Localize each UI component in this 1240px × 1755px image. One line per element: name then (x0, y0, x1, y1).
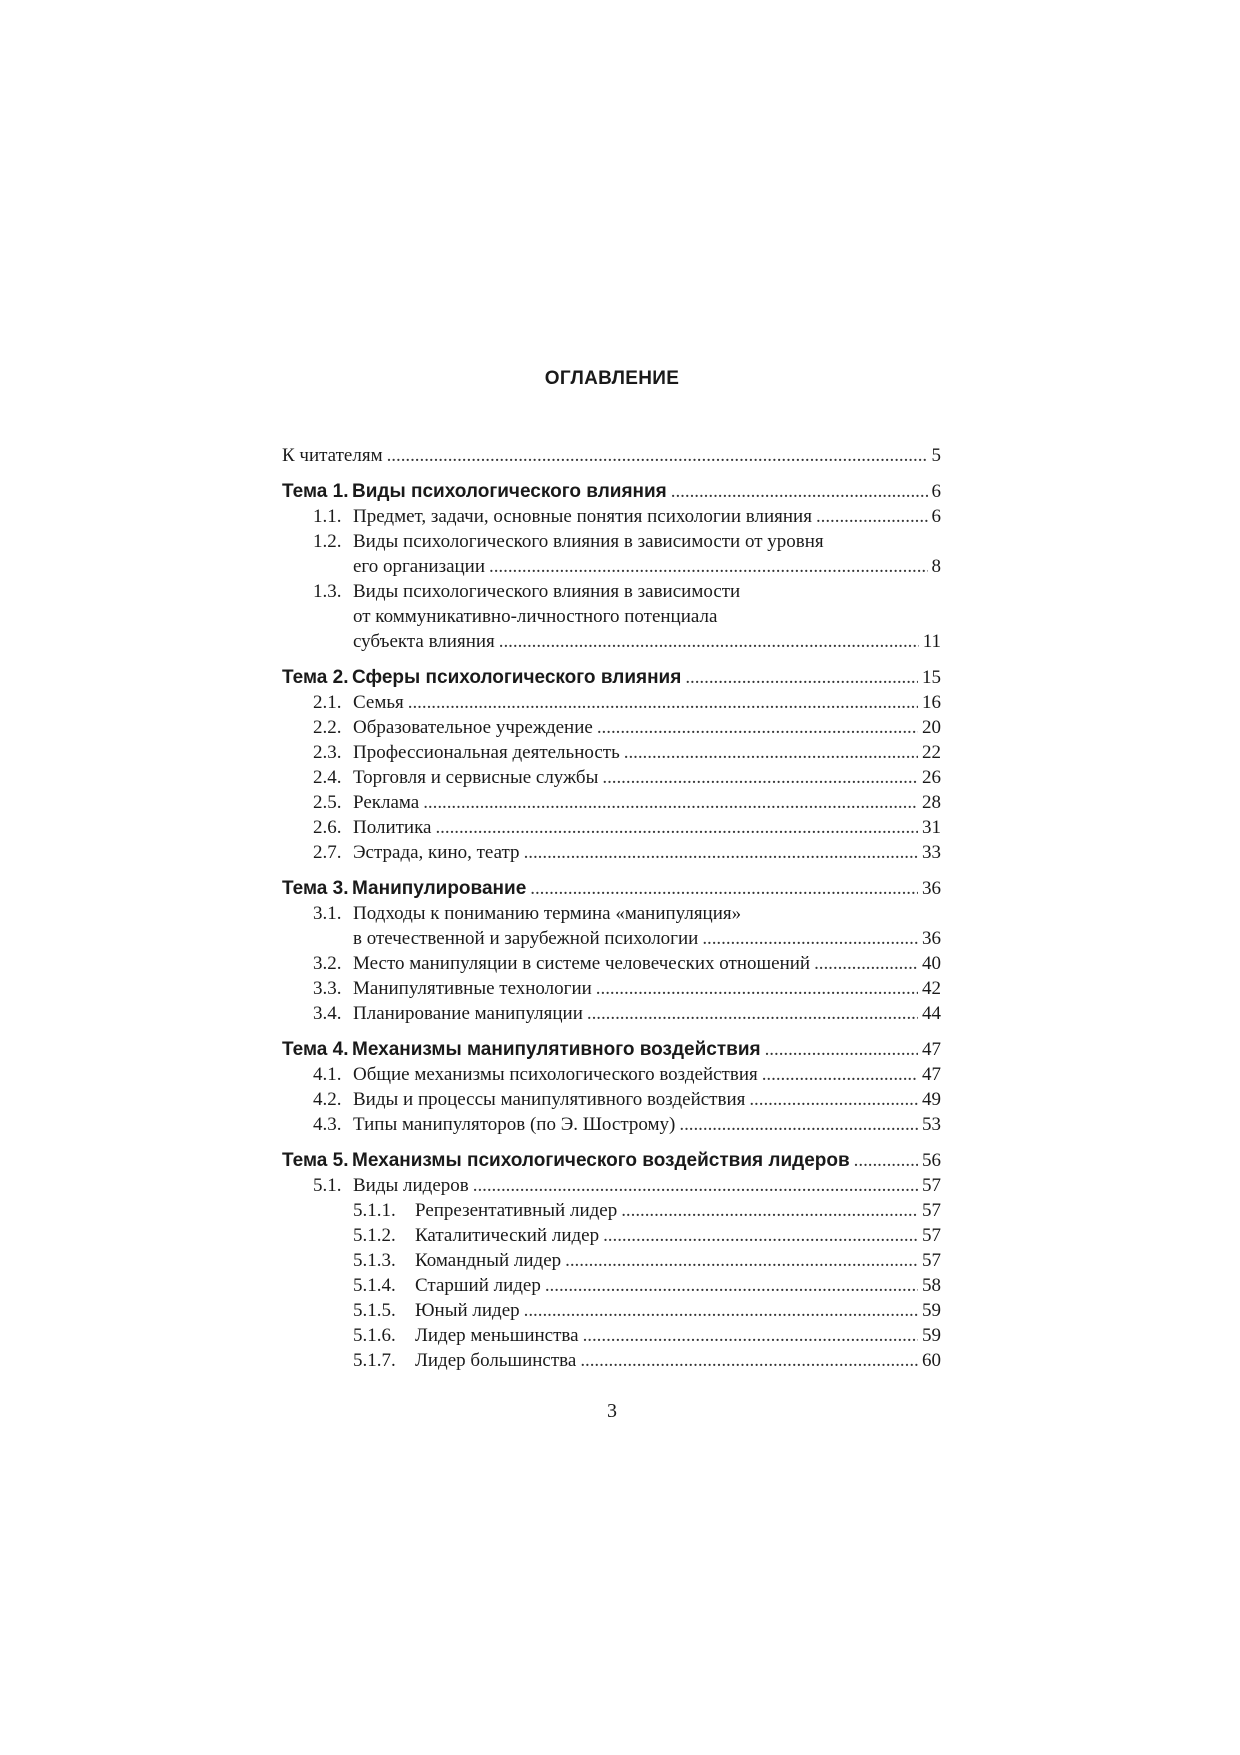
toc-item-2-6[interactable] (282, 815, 941, 840)
toc-entry-page: 60 (922, 1350, 941, 1371)
dot-leader (671, 479, 928, 504)
dot-leader (524, 840, 918, 865)
table-of-contents (282, 443, 941, 1373)
toc-item-number: 2.5. (313, 792, 342, 813)
toc-theme-title: Механизмы психологического воздействия лидеров (352, 1150, 850, 1171)
toc-item-number: 3.4. (313, 1003, 342, 1024)
toc-item-title: Типы манипуляторов (по Э. Шострому) (353, 1114, 676, 1135)
toc-item-1-2-cont[interactable] (282, 554, 941, 579)
toc-item-1-2[interactable] (282, 529, 941, 554)
toc-item-number: 2.4. (313, 767, 342, 788)
dot-leader (423, 790, 918, 815)
toc-item-3-3[interactable] (282, 976, 941, 1001)
toc-entry-page: 40 (922, 953, 941, 974)
toc-item-title-cont: субъекта влияния (353, 631, 495, 652)
dot-leader (854, 1148, 918, 1173)
dot-leader (587, 1001, 918, 1026)
toc-subitem-5-1-5[interactable] (282, 1298, 941, 1323)
toc-entry-page: 36 (922, 878, 941, 899)
dot-leader (765, 1037, 918, 1062)
toc-theme-2[interactable] (282, 665, 941, 690)
toc-item-number: 2.1. (313, 692, 342, 713)
dot-leader (596, 976, 918, 1001)
toc-item-2-5[interactable] (282, 790, 941, 815)
toc-item-number: 4.3. (313, 1114, 342, 1135)
toc-item-1-3-cont2[interactable] (282, 629, 941, 654)
toc-item-number: 2.7. (313, 842, 342, 863)
dot-leader (499, 629, 919, 654)
toc-theme-number: Тема 3. (282, 878, 349, 899)
toc-item-number: 3.2. (313, 953, 342, 974)
toc-entry-page: 59 (922, 1325, 941, 1346)
toc-item-title: Торговля и сервисные службы (353, 767, 599, 788)
toc-entry-page: 57 (922, 1200, 941, 1221)
toc-item-number: 1.2. (313, 531, 342, 552)
toc-entry-page: 28 (922, 792, 941, 813)
toc-entry-page: 56 (922, 1150, 941, 1171)
toc-item-number: 2.2. (313, 717, 342, 738)
toc-item-number: 5.1.6. (353, 1325, 396, 1346)
toc-item-number: 5.1.7. (353, 1350, 396, 1371)
toc-entry-page: 44 (922, 1003, 941, 1024)
page-number: 3 (607, 1400, 617, 1422)
toc-entry-page: 57 (922, 1250, 941, 1271)
toc-theme-3[interactable] (282, 876, 941, 901)
toc-entry-page: 47 (922, 1064, 941, 1085)
toc-item-title: Лидер меньшинства (415, 1325, 579, 1346)
dot-leader (408, 690, 918, 715)
toc-entry-page: 11 (922, 631, 941, 652)
toc-item-number: 4.2. (313, 1089, 342, 1110)
dot-leader (387, 443, 928, 468)
toc-theme-number: Тема 5. (282, 1150, 349, 1171)
toc-theme-title: Виды психологического влияния (352, 481, 667, 502)
toc-item-number: 5.1.1. (353, 1200, 396, 1221)
dot-leader (685, 665, 918, 690)
dot-leader (624, 740, 918, 765)
toc-item-number: 5.1.2. (353, 1225, 396, 1246)
toc-item-number: 3.3. (313, 978, 342, 999)
toc-item-number: 5.1.4. (353, 1275, 396, 1296)
dot-leader (580, 1348, 918, 1373)
toc-item-title: Планирование манипуляции (353, 1003, 583, 1024)
toc-entry-page: 57 (922, 1175, 941, 1196)
toc-theme-title: Механизмы манипулятивного воздействия (352, 1039, 761, 1060)
dot-leader (565, 1248, 918, 1273)
toc-item-title: Общие механизмы психологического воздействия (353, 1064, 758, 1085)
toc-theme-5[interactable] (282, 1148, 941, 1173)
toc-entry-page: 6 (931, 506, 941, 527)
toc-item-title: Юный лидер (415, 1300, 520, 1321)
dot-leader (816, 504, 928, 529)
dot-leader (749, 1087, 918, 1112)
toc-item-title: Виды психологического влияния в зависимости (353, 581, 741, 602)
toc-item-2-1[interactable] (282, 690, 941, 715)
toc-entry-page: 57 (922, 1225, 941, 1246)
toc-entry-intro[interactable] (282, 443, 941, 468)
toc-item-2-4[interactable] (282, 765, 941, 790)
dot-leader (530, 876, 918, 901)
toc-item-number: 5.1.5. (353, 1300, 396, 1321)
toc-subitem-5-1-6[interactable] (282, 1323, 941, 1348)
toc-subitem-5-1-4[interactable] (282, 1273, 941, 1298)
toc-item-2-3[interactable] (282, 740, 941, 765)
toc-entry-page: 16 (922, 692, 941, 713)
dot-leader (597, 715, 918, 740)
dot-leader (473, 1173, 918, 1198)
toc-item-title-cont: в отечественной и зарубежной психологии (353, 928, 699, 949)
toc-entry-page: 47 (922, 1039, 941, 1060)
toc-item-number: 5.1. (313, 1175, 342, 1196)
toc-item-title: Предмет, задачи, основные понятия психологии влияния (353, 506, 812, 527)
toc-item-title: Виды лидеров (353, 1175, 469, 1196)
toc-item-title: Репрезентативный лидер (415, 1200, 618, 1221)
toc-item-title: Политика (353, 817, 432, 838)
toc-item-title: Место манипуляции в системе человеческих отношений (353, 953, 811, 974)
toc-item-title-cont: его организации (353, 556, 486, 577)
toc-item-3-4[interactable] (282, 1001, 941, 1026)
dot-leader (583, 1323, 918, 1348)
toc-item-title: Образовательное учреждение (353, 717, 593, 738)
toc-entry-page: 6 (931, 481, 941, 502)
toc-item-title: Профессиональная деятельность (353, 742, 620, 763)
toc-item-1-3-cont1[interactable] (282, 604, 941, 629)
toc-entry-page: 59 (922, 1300, 941, 1321)
toc-item-title: Старший лидер (415, 1275, 541, 1296)
toc-entry-page: 49 (922, 1089, 941, 1110)
toc-item-title: Манипулятивные технологии (353, 978, 592, 999)
toc-entry-page: 53 (922, 1114, 941, 1135)
toc-item-4-1[interactable] (282, 1062, 941, 1087)
toc-entry-page: 26 (922, 767, 941, 788)
toc-entry-page: 33 (922, 842, 941, 863)
toc-entry-page: 15 (922, 667, 941, 688)
toc-item-4-2[interactable] (282, 1087, 941, 1112)
toc-theme-number: Тема 2. (282, 667, 349, 688)
toc-item-1-3[interactable] (282, 579, 941, 604)
toc-entry-page: 42 (922, 978, 941, 999)
toc-item-5-1[interactable] (282, 1173, 941, 1198)
toc-item-title: Подходы к пониманию термина «манипуляция» (353, 903, 742, 924)
dot-leader (602, 765, 918, 790)
toc-item-title: Командный лидер (415, 1250, 562, 1271)
toc-item-title: Каталитический лидер (415, 1225, 600, 1246)
toc-subitem-5-1-2[interactable] (282, 1223, 941, 1248)
toc-item-number: 2.6. (313, 817, 342, 838)
toc-entry-page: 8 (931, 556, 941, 577)
toc-item-number: 3.1. (313, 903, 342, 924)
toc-item-title-cont: от коммуникативно-личностного потенциала (353, 606, 718, 627)
toc-subitem-5-1-3[interactable] (282, 1248, 941, 1273)
toc-theme-number: Тема 4. (282, 1039, 349, 1060)
toc-subitem-5-1-1[interactable] (282, 1198, 941, 1223)
dot-leader (679, 1112, 918, 1137)
dot-leader (524, 1298, 918, 1323)
toc-item-title: Реклама (353, 792, 420, 813)
toc-item-number: 4.1. (313, 1064, 342, 1085)
toc-subitem-5-1-7[interactable] (282, 1348, 941, 1373)
toc-item-title: Виды и процессы манипулятивного воздействия (353, 1089, 746, 1110)
toc-item-title: Семья (353, 692, 404, 713)
toc-item-number: 1.3. (313, 581, 342, 602)
toc-theme-title: Сферы психологического влияния (352, 667, 682, 688)
toc-entry-page: 31 (922, 817, 941, 838)
dot-leader (621, 1198, 918, 1223)
dot-leader (489, 554, 927, 579)
dot-leader (603, 1223, 918, 1248)
toc-entry-page: 58 (922, 1275, 941, 1296)
toc-item-3-1[interactable] (282, 901, 941, 926)
toc-item-3-1-cont[interactable] (282, 926, 941, 951)
toc-item-title: Эстрада, кино, театр (353, 842, 520, 863)
toc-entry-page: 22 (922, 742, 941, 763)
toc-entry-page: 36 (922, 928, 941, 949)
toc-item-number: 2.3. (313, 742, 342, 763)
toc-theme-number: Тема 1. (282, 481, 349, 502)
toc-item-3-2[interactable] (282, 951, 941, 976)
dot-leader (435, 815, 918, 840)
toc-item-1-1[interactable] (282, 504, 941, 529)
toc-item-number: 1.1. (313, 506, 342, 527)
dot-leader (702, 926, 918, 951)
toc-item-2-2[interactable] (282, 715, 941, 740)
dot-leader (814, 951, 918, 976)
toc-theme-4[interactable] (282, 1037, 941, 1062)
toc-theme-1[interactable] (282, 479, 941, 504)
toc-entry-page: 5 (931, 445, 941, 466)
toc-entry-title: К читателям (282, 445, 383, 466)
toc-item-number: 5.1.3. (353, 1250, 396, 1271)
toc-entry-page: 20 (922, 717, 941, 738)
toc-theme-title: Манипулирование (352, 878, 527, 899)
toc-item-title: Лидер большинства (415, 1350, 577, 1371)
page-title: ОГЛАВЛЕНИЕ (544, 368, 680, 389)
toc-item-4-3[interactable] (282, 1112, 941, 1137)
dot-leader (545, 1273, 918, 1298)
toc-item-2-7[interactable] (282, 840, 941, 865)
dot-leader (762, 1062, 918, 1087)
toc-item-title: Виды психологического влияния в зависимости от уровня (353, 531, 824, 552)
